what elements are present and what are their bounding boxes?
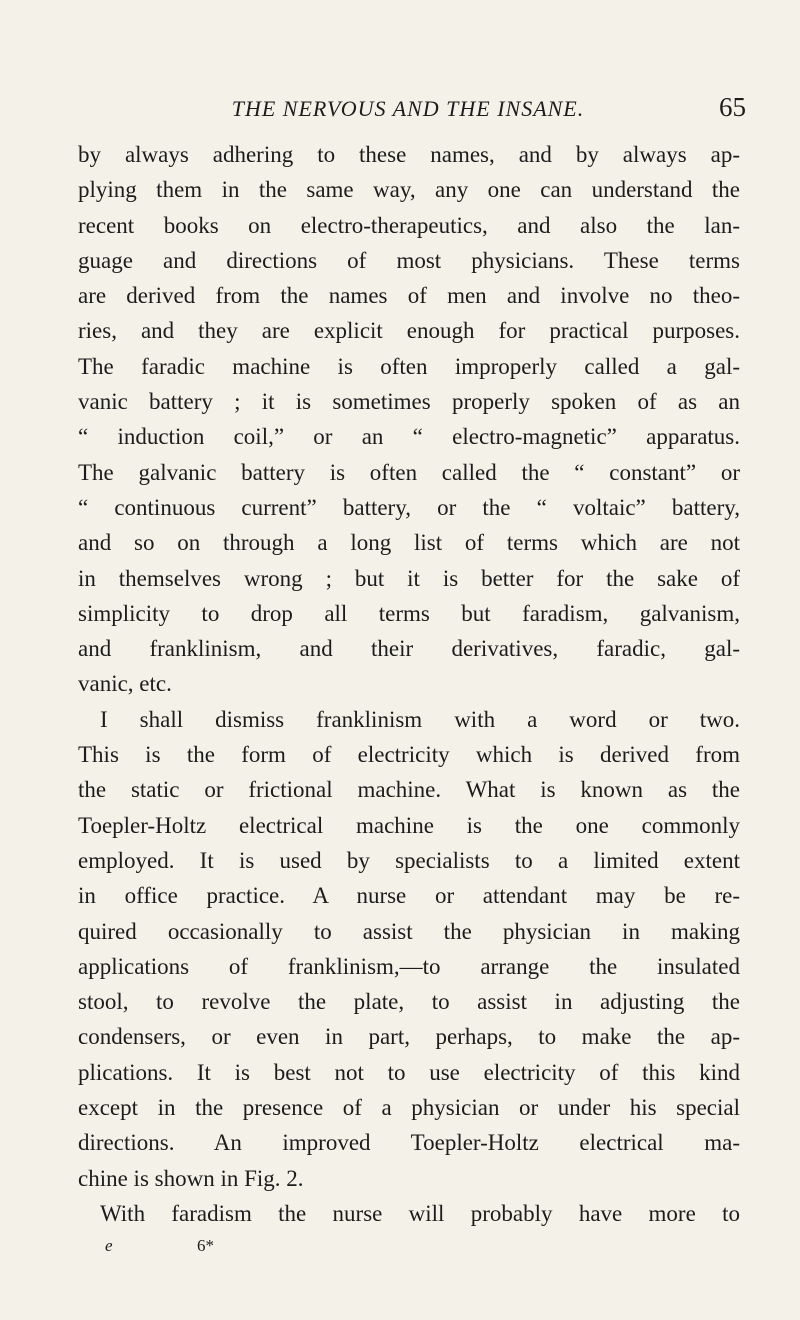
text-line: With faradism the nurse will probably have more to [100,1200,740,1226]
text-line: Toepler-Holtz electrical machine is the one commonly [78,812,740,838]
text-line: chine is shown in Fig. 2. [78,1165,304,1191]
text-line: The galvanic battery is often called the “ constant” or [78,459,740,485]
text-line: “ continuous current” battery, or the “ voltaic” battery, [78,494,740,520]
text-line: are derived from the names of men and involve no theo- [78,283,740,309]
text-line: applications of franklinism,—to arrange the insulated [78,953,740,979]
text-line: and franklinism, and their derivatives, faradic, gal- [78,636,740,662]
text-line: vanic battery ; it is sometimes properly spoken of as an [78,389,740,415]
text-line: recent books on electro-therapeutics, and also the lan- [78,212,740,238]
text-line: This is the form of electricity which is derived from [78,742,740,768]
text-line: “ induction coil,” or an “ electro-magnetic” apparatus. [78,424,740,450]
signature-letter: e [105,1236,113,1255]
text-line: stool, to revolve the plate, to assist in adjusting the [78,989,740,1015]
text-line: plying them in the same way, any one can understand the [78,177,740,203]
page-number: 65 [719,92,746,122]
text-line: employed. It is used by specialists to a limited extent [78,847,740,873]
text-line: vanic, etc. [78,671,172,697]
signature-number: 6* [197,1236,214,1255]
text-line: I shall dismiss franklinism with a word or two. [100,706,740,732]
text-line: The faradic machine is often improperly called a gal- [78,353,740,379]
text-line: condensers, or even in part, perhaps, to make the ap- [78,1024,740,1050]
body-text [78,137,740,1231]
text-line: simplicity to drop all terms but faradism, galvanism, [78,600,740,626]
running-title: THE NERVOUS AND THE INSANE. [231,96,585,121]
text-line: quired occasionally to assist the physician in making [78,918,740,944]
text-line: by always adhering to these names, and by always ap- [78,142,740,167]
running-head [78,92,746,128]
text-line: in office practice. A nurse or attendant may be re- [78,883,740,909]
text-line: directions. An improved Toepler-Holtz electrical ma- [78,1130,740,1156]
page-footer [0,1236,800,1264]
text-line: except in the presence of a physician or under his special [78,1095,740,1121]
text-line: and so on through a long list of terms which are not [78,530,740,556]
text-line: guage and directions of most physicians. These terms [78,247,740,273]
text-line: the static or frictional machine. What is known as the [78,777,740,803]
text-line: ries, and they are explicit enough for practical purposes. [78,318,740,344]
text-line: in themselves wrong ; but it is better for the sake of [78,565,740,591]
text-line: plications. It is best not to use electricity of this kind [78,1059,740,1085]
